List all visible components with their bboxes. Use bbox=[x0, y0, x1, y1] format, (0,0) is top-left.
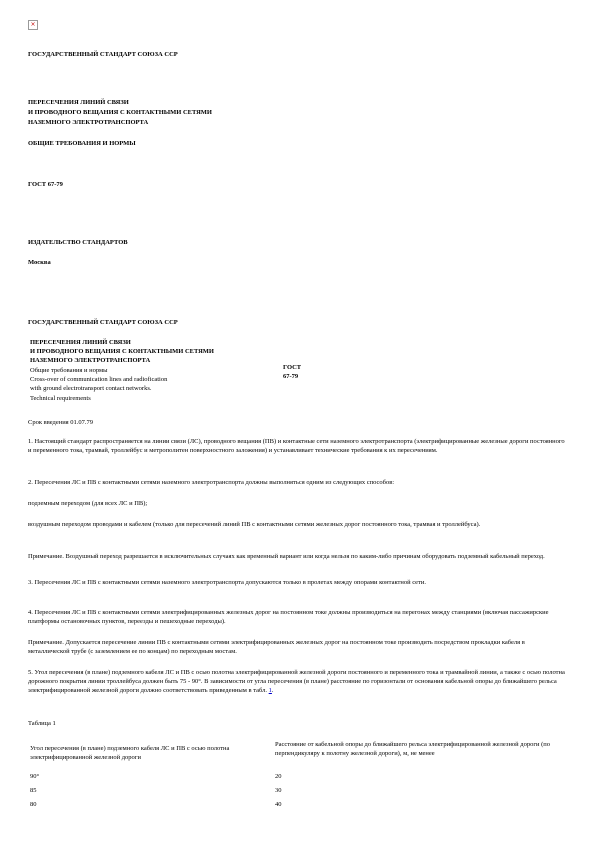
paragraph-4: 4. Пересечения ЛС и ПВ с контактными сетями электрифицированных железных дорог на постоянном токе должны производиться на перегонах между станциями (включая пассажирские платформы остановочных пунктов, переезды и пешеходные переходы). bbox=[28, 609, 549, 625]
gost-label: ГОСТ bbox=[283, 364, 302, 371]
paragraph-2a: подземным переходом (для всех ЛС и ПВ); bbox=[28, 500, 148, 507]
note-2: Примечание. Допускается пересечение линии ПВ с контактными сетями электрифицированных железных дорог на постоянном токе производить посредством прокладки кабеля в металлической трубе (с заземлением ее по концам) по переходным мостам. bbox=[28, 639, 525, 655]
table-row-1-angle: 90° bbox=[30, 773, 40, 780]
header-subtitle-en-3: Technical requirements bbox=[30, 395, 91, 402]
header-title-line-3: НАЗЕМНОГО ЭЛЕКТРОТРАНСПОРТА bbox=[30, 357, 151, 364]
effective-date: Срок введения 01.07.79 bbox=[28, 419, 94, 426]
cover-title-line-1: ПЕРЕСЕЧЕНИЯ ЛИНИЙ СВЯЗИ bbox=[28, 99, 129, 106]
table-header-angle: Угол пересечения (в плане) подземного кабеля ЛС и ПВ с осью полотна электрифицированной железной дороги bbox=[30, 745, 230, 761]
gost-code: 67-79 bbox=[283, 373, 299, 380]
gost-number: ГОСТ 67-79 bbox=[28, 181, 63, 188]
header-subtitle-en-2: with ground electrotransport contact networks. bbox=[30, 385, 152, 392]
table-1-link[interactable]: 1 bbox=[268, 687, 272, 694]
header-standard: ГОСУДАРСТВЕННЫЙ СТАНДАРТ СОЮЗА ССР bbox=[28, 319, 178, 326]
paragraph-2b: воздушным переходом проводами и кабелем (только для пересечений линий ПВ с контактными сетями железных дорог постоянного тока, трамвая и троллейбуса). bbox=[28, 521, 481, 528]
header-title-line-1: ПЕРЕСЕЧЕНИЯ ЛИНИЙ СВЯЗИ bbox=[30, 339, 131, 346]
city: Москва bbox=[28, 259, 51, 266]
note-1: Примечание. Воздушный переход разрешается в исключительных случаях как временный вариант или когда нельзя по каким-либо причинам оборудовать подземный кабельный переход. bbox=[28, 553, 545, 560]
paragraph-5-tail: . bbox=[271, 687, 274, 694]
header-title-line-2: И ПРОВОДНОГО ВЕЩАНИЯ С КОНТАКТНЫМИ СЕТЯМИ bbox=[30, 348, 214, 355]
table-row-3-distance: 40 bbox=[275, 801, 282, 808]
paragraph-3: 3. Пересечения ЛС и ПВ с контактными сетями наземного электротранспорта допускаются только в пролетах между опорами контактной сети. bbox=[28, 579, 426, 586]
standard-header: ГОСУДАРСТВЕННЫЙ СТАНДАРТ СОЮЗА ССР bbox=[28, 51, 178, 58]
paragraph-1: 1. Настоящий стандарт распространяется на линии связи (ЛС), проводного вещания (ПВ) и контактные сети наземного электротранспорта (электрифицированные железные дороги постоянного и переменного тока, трамвай, троллейбус и метрополитен поверхностного заложения) и устанавливает технические требования к их пересечениям. bbox=[28, 438, 565, 454]
table-caption: Таблица 1 bbox=[28, 720, 56, 727]
cover-title-line-3: НАЗЕМНОГО ЭЛЕКТРОТРАНСПОРТА bbox=[28, 119, 149, 126]
cover-title-line-2: И ПРОВОДНОГО ВЕЩАНИЯ С КОНТАКТНЫМИ СЕТЯМИ bbox=[28, 109, 212, 116]
cover-subtitle: ОБЩИЕ ТРЕБОВАНИЯ И НОРМЫ bbox=[28, 140, 136, 147]
table-header-distance: Расстояние от кабельной опоры до ближайшего рельса электрифицированной железной дороги (по перпендикуляру к полотну железной дороги), м, не менее bbox=[275, 741, 551, 757]
table-row-3-angle: 80 bbox=[30, 801, 37, 808]
table-row-1-distance: 20 bbox=[275, 773, 282, 780]
paragraph-5-text: 5. Угол пересечения (в плане) подземного кабеля ЛС и ПВ с осью полотна электрифицированной железной дороги постоянного и переменного тока и трамвайной линии, а также с осью полотна дорожного покрытия линии троллейбуса должен быть 75 - 90°. В зависимости от угла пересечения (в плане) расстояние по горизонтали от основания кабельной опоры до ближайшего рельса электрифицированной железной дороги должно соответствовать приведенным в табл. bbox=[28, 669, 565, 694]
broken-image-icon: × bbox=[28, 20, 38, 30]
header-subtitle-ru: Общие требования и нормы bbox=[30, 367, 108, 374]
paragraph-2: 2. Пересечения ЛС и ПВ с контактными сетями наземного электротранспорта должны выполняться одним из следующих способов: bbox=[28, 479, 395, 486]
table-row-2-angle: 85 bbox=[30, 787, 37, 794]
publisher: ИЗДАТЕЛЬСТВО СТАНДАРТОВ bbox=[28, 239, 128, 246]
table-row-2-distance: 30 bbox=[275, 787, 282, 794]
header-subtitle-en-1: Cross-over of communication lines and radiofication bbox=[30, 376, 168, 383]
